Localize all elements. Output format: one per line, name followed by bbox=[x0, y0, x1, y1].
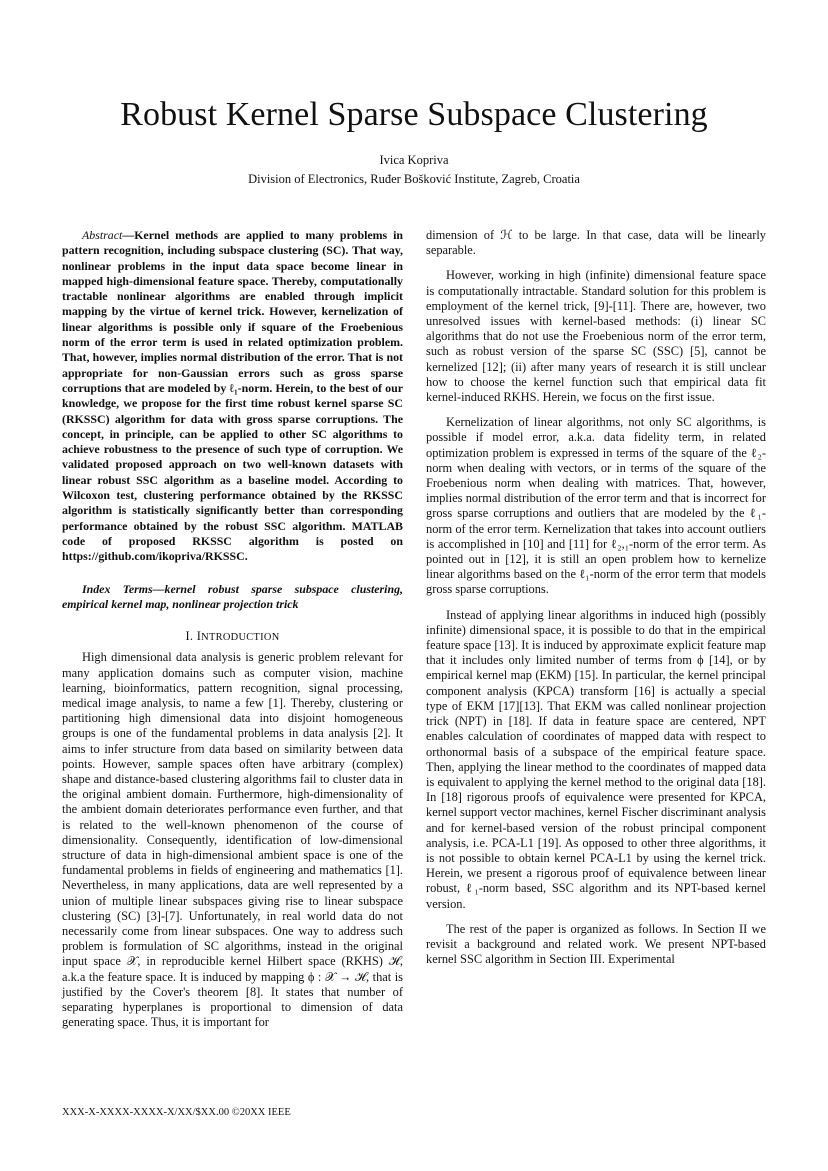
intro-paragraph-5: Instead of applying linear algorithms in induced high (possibly infinite) dimensional space, it is possible to do that in the empirical feature space [13]. It is induced by approximate explicit feature map that it includes only limited number of terms from ϕ [14], or by empirical kernel map (EKM) [15]. In particular, the kernel principal component analysis (KPCA) transform [16] is actually a special type of EKM [17][13]. That EKM was called nonlinear projection trick (NPT) in [18]. If data in feature space are centered, NPT enables calculation of coordinates of mapped data with respect to orthonormal basis of a subspace of the empirical feature space. Then, applying the linear method to the coordinates of mapped data is equivalent to applying the kernel method to the original data [18]. In [18] rigorous proofs of equivalence were presented for KPCA, kernel support vector machines, kernel Fischer discriminant analysis and for kernel-based version of the robust principal component analysis, i.e. PCA-L1 [19]. As opposed to other three algorithms, it is not possible to obtain kernel PCA-L1 by using the kernel trick. Herein, we present a rigorous proof of equivalence between linear robust, ℓ₁-norm based, SSC algorithm and its NPT-based kernel version. bbox=[426, 607, 766, 911]
index-terms: Index Terms—kernel robust sparse subspace clustering, empirical kernel map, nonlinear projection trick bbox=[62, 581, 403, 611]
intro-paragraph-2: dimension of ℋ to be large. In that case, data will be linearly separable. bbox=[426, 228, 766, 258]
intro-paragraph-1: High dimensional data analysis is generic problem relevant for many application domains such as computer vision, machine learning, bioinformatics, pattern recognition, signal processing, medical image analysis, to name a few [1]. Thereby, clustering or partitioning high dimensional data into disjoint homogeneous groups is one of the fundamental problems in data analysis [2]. It aims to infer structure from data based on similarity between data points. However, sample spaces often have arbitrary (complex) shape and distance-based clustering algorithms fail to cluster data in the original ambient domain. Furthermore, high-dimensionality of the ambient domain deteriorates performance even further, and that is related to the well-known phenomenon of the course of dimensionality. Consequently, identification of low-dimensional structure of data in high-dimensional ambient space is one of the fundamental problems in fields of engineering and mathematics [1]. Nevertheless, in many applications, data are well represented by a union of multiple linear subspaces giving rise to linear subspace clustering (SC) [3]-[7]. Unfortunately, in real world data do not necessarily come from linear subspaces. One way to address such problem is formulation of SC algorithms, instead in the original input space 𝒳, in reproducible kernel Hilbert space (RKHS) ℋ, a.k.a the feature space. It is induced by mapping ϕ : 𝒳 → ℋ, that is justified by the Cover's theorem [8]. It states that number of separating hyperplanes is proportional to dimension of data generating space. Thus, it is important for bbox=[62, 650, 403, 1030]
paper-title: Robust Kernel Sparse Subspace Clustering bbox=[120, 96, 708, 133]
section-title-first: I bbox=[196, 629, 202, 644]
author-name: Ivica Kopriva bbox=[379, 153, 449, 167]
intro-paragraph-3: However, working in high (infinite) dimensional feature space is computationally intractable. Standard solution for this problem is employment of the kernel trick, [9]-[11]. There are, however, two unresolved issues with kernel-based methods: (i) linear SC algorithms that do not use the Froebenious norm of the error term, such as robust version of the sparse SC (SSC) [5], cannot be kernelized [12]; (ii) after many years of research it is still unclear how to choose the kernel function such that empirical data fit kernel-induced RKHS. Herein, we focus on the first issue. bbox=[426, 268, 766, 405]
abstract bbox=[62, 228, 403, 565]
section-title-rest: NTRODUCTION bbox=[201, 632, 280, 644]
section-number: I. bbox=[185, 629, 194, 644]
abstract-body: —Kernel methods are applied to many problems in pattern recognition, including subspace clustering (SC). That way, nonlinear problems in the input data space become linear in mapped high-dimensional feature space. Thereby, computationally tractable nonlinear algorithms are enabled through implicit mapping by the virtue of kernel trick. However, kernelization of linear algorithms is possible only if square of the Froebenious norm of the error term is used in related optimization problem. That, however, implies normal distribution of the error. That is not appropriate for non-Gaussian errors such as gross sparse corruptions that are modeled by ℓ₁-norm. Herein, to the best of our knowledge, we propose for the first time robust kernel sparse SC (RKSSC) algorithm for data with gross sparse corruptions. The concept, in principle, can be applied to other SC algorithms to achieve robustness to the presence of such type of corruption. We validated proposed approach on two well-known datasets with linear robust SSC algorithm as a baseline model. According to Wilcoxon test, clustering performance obtained by the RKSSC algorithm is statistically significantly better than corresponding performance obtained by the robust SSC algorithm. MATLAB code of proposed RKSSC algorithm is posted on https://github.com/ikopriva/RKSSC. bbox=[62, 228, 403, 564]
intro-paragraph-4: Kernelization of linear algorithms, not only SC algorithms, is possible if model error, a.k.a. data fidelity term, in related optimization problem is expressed in terms of the square of the ℓ₂-norm when dealing with vectors, or in terms of the square of the Froebenious norm when dealing with matrices. That, however, implies normal distribution of the error term and that is incorrect for gross sparse corruptions and outliers that are modeled by the ℓ₁-norm of the error term. Kernelization that takes into account outliers is accomplished in [10] and [11] for ℓ₂,₁-norm of the error term. As pointed out in [12], it is still an open problem how to kernelize linear algorithms based on the ℓ₁-norm of the error term that models gross sparse corruptions. bbox=[426, 415, 766, 597]
left-column bbox=[62, 228, 403, 1030]
abstract-lead: Abstract bbox=[82, 228, 123, 242]
intro-paragraph-6: The rest of the paper is organized as follows. In Section II we revisit a background and related work. We present NPT-based kernel SSC algorithm in Section III. Experimental bbox=[426, 921, 766, 967]
copyright-footer: XXX-X-XXXX-XXXX-X/XX/$XX.00 ©20XX IEEE bbox=[62, 1107, 291, 1118]
right-column bbox=[426, 228, 766, 967]
author-affiliation: Division of Electronics, Ruđer Bošković Institute, Zagreb, Croatia bbox=[248, 172, 580, 186]
section-heading-introduction bbox=[62, 629, 403, 645]
